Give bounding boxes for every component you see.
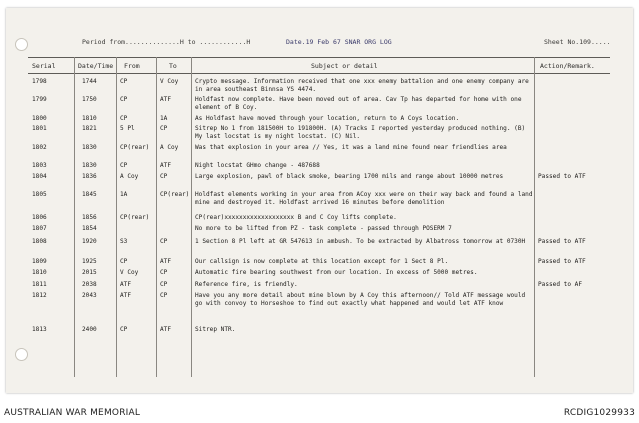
to-cell: ATF [160, 96, 172, 103]
archive-reference: RCDIG1029933 [563, 408, 635, 418]
serial-cell: 1808 [32, 238, 47, 245]
to-cell: CP [160, 238, 168, 245]
column-divider [191, 57, 192, 377]
subject-cell: Large explosion, pawl of black smoke, bearing 1700 mils and range about 10000 metres [195, 173, 504, 180]
subject-cell: CP(rear)xxxxxxxxxxxxxxxxxxx B and C Coy lifts complete. [195, 214, 397, 221]
serial-cell: 1809 [32, 258, 47, 265]
to-cell: V Coy [160, 78, 179, 85]
date-time-cell: 1810 [82, 115, 97, 122]
subject-cell: No more to be lifted from PZ - task complete - passed through POSERM 7 [195, 225, 452, 232]
serial-cell: 1806 [32, 214, 47, 221]
from-cell: ATF [120, 281, 132, 288]
serial-cell: 1800 [32, 115, 47, 122]
punch-hole [15, 348, 28, 361]
to-cell: CP [160, 281, 168, 288]
from-cell: S3 [120, 238, 128, 245]
to-cell: CP [160, 125, 168, 132]
column-header-from: From [124, 62, 140, 70]
to-cell: ATF [160, 162, 172, 169]
from-cell: CP [120, 258, 128, 265]
from-cell: CP [120, 96, 128, 103]
action-cell: Passed to ATF [538, 238, 586, 245]
from-cell: CP [120, 115, 128, 122]
serial-cell: 1807 [32, 225, 47, 232]
subject-cell: Sitrep NTR. [195, 326, 236, 333]
to-cell: A Coy [160, 144, 179, 151]
subject-cell: Crypto message. Information received that one xxx enemy battalion and one enemy company are in area southeast Binnsa YS 4474. [195, 78, 529, 93]
date-time-cell: 1830 [82, 162, 97, 169]
subject-cell: Holdfast now complete. Have been moved out of area. Cav Tp has departed for home with one element of B Coy. [195, 96, 522, 111]
action-cell: Passed to ATF [538, 258, 586, 265]
serial-cell: 1804 [32, 173, 47, 180]
to-cell: ATF [160, 326, 172, 333]
from-cell: CP(rear) [120, 214, 150, 221]
date-time-cell: 2015 [82, 269, 97, 276]
date-time-cell: 1856 [82, 214, 97, 221]
from-cell: CP(rear) [120, 144, 150, 151]
column-divider [74, 57, 75, 377]
from-cell: ATF [120, 292, 132, 299]
from-cell: V Coy [120, 269, 139, 276]
serial-cell: 1811 [32, 281, 47, 288]
date-time-cell: 1925 [82, 258, 97, 265]
to-cell: CP [160, 173, 168, 180]
subject-cell: Was that explosion in your area // Yes, it was a land mine found near friendlies area [195, 144, 507, 151]
serial-cell: 1805 [32, 191, 47, 198]
from-cell: 5 Pl [120, 125, 135, 132]
column-divider [116, 57, 117, 377]
date-time-cell: 2043 [82, 292, 97, 299]
date-time-cell: 1750 [82, 96, 97, 103]
subject-cell: Holdfast elements working in your area from ACoy xxx were on their way back and found a land mine and destroyed it. Holdfast arrived 16 minutes before demolition [195, 191, 533, 206]
subject-cell: Sitrep No 1 from 181500H to 191800H. (A) Tracks I reported yesterday produced nothing. (B) My last locstat is my night locstat. (C) Nil. [195, 125, 526, 140]
serial-cell: 1810 [32, 269, 47, 276]
date-time-cell: 2400 [82, 326, 97, 333]
date-time-cell: 1821 [82, 125, 97, 132]
subject-cell: As Holdfast have moved through your location, return to A Coys location. [195, 115, 460, 122]
date-field: Date.19 Feb 67 SNAR ORG LOG [286, 38, 392, 46]
action-cell: Passed to ATF [538, 173, 586, 180]
from-cell: CP [120, 162, 128, 169]
date-time-cell: 1830 [82, 144, 97, 151]
date-time-cell: 2038 [82, 281, 97, 288]
date-time-cell: 1836 [82, 173, 97, 180]
column-header-action: Action/Remark. [540, 62, 595, 70]
serial-cell: 1803 [32, 162, 47, 169]
subject-cell: Automatic fire bearing southwest from our location. In excess of 5000 metres. [195, 269, 478, 276]
date-time-cell: 1845 [82, 191, 97, 198]
to-cell: 1A [160, 115, 168, 122]
subject-cell: Reference fire, is friendly. [195, 281, 298, 288]
sheet-number: Sheet No.109..... [544, 38, 611, 46]
serial-cell: 1801 [32, 125, 47, 132]
serial-cell: 1813 [32, 326, 47, 333]
from-cell: CP [120, 78, 128, 85]
column-header-to: To [169, 62, 177, 70]
from-cell: 1A [120, 191, 128, 198]
column-divider [156, 57, 157, 377]
punch-hole [15, 38, 28, 51]
column-header-subject: Subject or detail [311, 62, 378, 70]
serial-cell: 1802 [32, 144, 47, 151]
action-cell: Passed to AF [538, 281, 583, 288]
date-time-cell: 1920 [82, 238, 97, 245]
log-sheet [6, 8, 633, 393]
archive-credit: AUSTRALIAN WAR MEMORIAL [4, 408, 141, 418]
date-time-cell: 1744 [82, 78, 97, 85]
subject-cell: Night locstat GHmo change - 487688 [195, 162, 320, 169]
to-cell: CP [160, 292, 168, 299]
serial-cell: 1799 [32, 96, 47, 103]
to-cell: ATF [160, 258, 172, 265]
from-cell: CP [120, 326, 128, 333]
date-time-cell: 1854 [82, 225, 97, 232]
to-cell: CP [160, 269, 168, 276]
from-cell: A Coy [120, 173, 139, 180]
subject-cell: Our callsign is now complete at this location except for 1 Sect 8 Pl. [195, 258, 449, 265]
to-cell: CP(rear) [160, 191, 190, 198]
column-header-date-time: Date/Time [78, 62, 114, 70]
column-header-serial: Serial [32, 62, 56, 70]
subject-cell: 1 Section 8 Pl left at GR 547613 in ambush. To be extracted by Albatross tomorrow at 0730H [195, 238, 526, 245]
subject-cell: Have you any more detail about mine blown by A Coy this afternoon// Told ATF message would go with convoy to Horseshoe to find out exactly what happened and would let ATF know [195, 292, 526, 307]
serial-cell: 1812 [32, 292, 47, 299]
period-field: Period from..............H to ............H [82, 38, 251, 46]
serial-cell: 1798 [32, 78, 47, 85]
